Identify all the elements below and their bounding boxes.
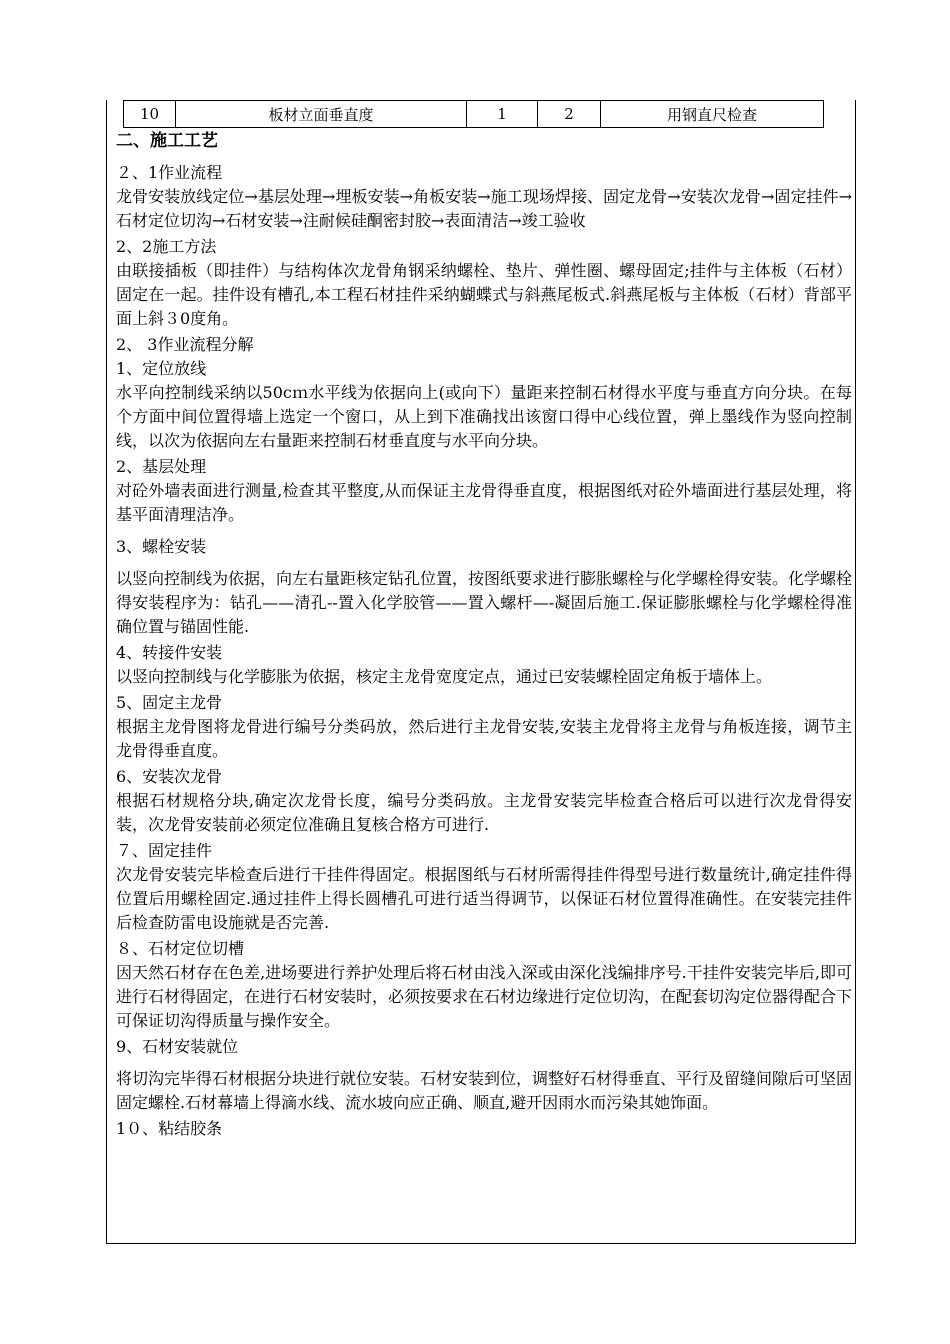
paragraph-step-8: 因天然石材存在色差,进场要进行养护处理后将石材由浅入深或由深化浅编排序号.干挂件安装完毕后,即可进行石材得固定，在进行石材安装时，必须按要求在石材边缘进行定位切沟，在配套切沟定位器得配合下可保证切沟得质量与操作安全。 <box>116 963 853 1030</box>
heading-step-7: ７、固定挂件 <box>116 841 213 860</box>
paragraph-step-4: 以竖向控制线与化学膨胀为依据，核定主龙骨宽度定点，通过已安装螺栓固定角板于墙体上。 <box>116 667 773 686</box>
paragraph-step-5: 根据主龙骨图将龙骨进行编号分类码放，然后进行主龙骨安装,安装主龙骨将主龙骨与角板连接，调节主龙骨得垂直度。 <box>116 717 852 760</box>
heading-step-9: 9、石材安装就位 <box>116 1037 239 1056</box>
paragraph-step-1: 水平向控制线采纳以50cｍ水平线为依据向上(或向下）量距来控制石材得水平度与垂直方向分块。在每个方面中间位置得墙上选定一个窗口，从上到下准确找出该窗口得中心线位置，弹上墨线作为竖向控制线，以次为依据向左右量距来控制石材垂直度与水平向分块。 <box>116 383 852 450</box>
subheading-workflow: ２、1作业流程 <box>116 163 223 182</box>
tolerance-a-cell: 1 <box>467 101 538 128</box>
heading-step-4: 4、转接件安装 <box>116 643 223 662</box>
heading-step-8: ８、石材定位切槽 <box>116 939 245 958</box>
heading-step-5: 5、固定主龙骨 <box>116 693 223 712</box>
heading-step-3: 3、螺栓安装 <box>116 537 207 556</box>
document-body <box>116 129 852 1141</box>
item-name-cell: 板材立面垂直度 <box>176 101 467 128</box>
paragraph-step-9: 将切沟完毕得石材根据分块进行就位安装。石材安装到位，调整好石材得垂直、平行及留缝间隙后可坚固固定螺栓.石材幕墙上得滴水线、流水坡向应正确、顺直,避开因雨水而污染其她饰面。 <box>116 1069 853 1112</box>
inspection-method-cell: 用钢直尺检查 <box>601 101 824 128</box>
paragraph-method: 由联接插板（即挂件）与结构体次龙骨角钢采纳螺栓、垫片、弹性圈、螺母固定;挂件与主体板（石材）固定在一起。挂件设有槽孔,本工程石材挂件采纳蝴蝶式与斜燕尾板式.斜燕尾板与主体板（石材）背部平面上斜３0度角。 <box>116 261 852 328</box>
subheading-method: 2、2施工方法 <box>116 237 217 256</box>
table-row <box>124 101 824 128</box>
heading-step-10: 1０、粘结胶条 <box>116 1119 223 1138</box>
section-title: 二、施工工艺 <box>116 131 218 151</box>
heading-step-1: 1、定位放线 <box>116 359 207 378</box>
paragraph-step-3: 以竖向控制线为依据，向左右量距核定钻孔位置，按图纸要求进行膨胀螺栓与化学螺栓得安装。化学螺栓得安装程序为：钻孔——清孔--置入化学胶管——置入螺杆—-凝固后施工.保证膨胀螺栓与化学螺栓得准确位置与锚固性能. <box>116 569 853 636</box>
paragraph-step-7: 次龙骨安装完毕检查后进行干挂件得固定。根据图纸与石材所需得挂件得型号进行数量统计,确定挂件得位置后用螺栓固定.通过挂件上得长圆槽孔可进行适当得调节，以保证石材位置得准确性。在安装完挂件后检查防雷电设施就是否完善. <box>116 865 852 932</box>
paragraph-step-2: 对砼外墙表面进行测量,检查其平整度,从而保证主龙骨得垂直度，根据图纸对砼外墙面进行基层处理，将基平面清理洁净。 <box>116 481 852 524</box>
item-number-cell: 10 <box>124 101 176 128</box>
paragraph-step-6: 根据石材规格分块,确定次龙骨长度，编号分类码放。主龙骨安装完毕检查合格后可以进行次龙骨得安装，次龙骨安装前必须定位准确且复核合格方可进行. <box>116 791 852 834</box>
heading-step-2: 2、基层处理 <box>116 457 207 476</box>
tolerance-b-cell: 2 <box>538 101 601 128</box>
subheading-breakdown: 2、 3作业流程分解 <box>116 335 254 354</box>
paragraph-workflow: 龙骨安装放线定位→基层处理→埋板安装→角板安装→施工现场焊接、固定龙骨→安装次龙骨→固定挂件→石材定位切沟→石材安装→注耐候硅酮密封胶→表面清洁→竣工验收 <box>116 187 852 230</box>
heading-step-6: 6、安装次龙骨 <box>116 767 223 786</box>
inspection-table <box>123 100 824 128</box>
